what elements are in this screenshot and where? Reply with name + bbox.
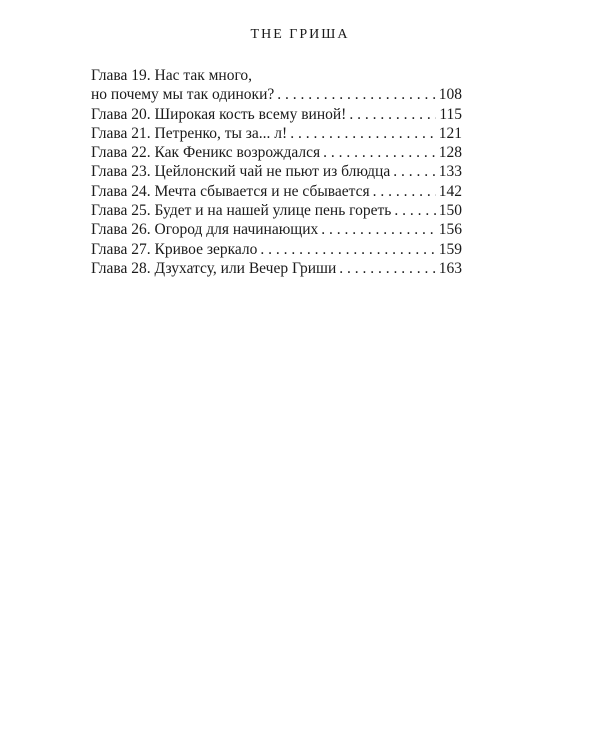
toc-entry-title: Глава 26. Огород для начинающих — [91, 221, 319, 239]
toc-entry-page: 133 — [438, 163, 462, 181]
toc-entry-page: 150 — [438, 202, 462, 220]
toc-entry-title: Глава 21. Петренко, ты за... л! — [91, 124, 288, 142]
toc-entry-19-line-2 — [91, 85, 462, 104]
toc-entry-page: 115 — [439, 105, 462, 123]
toc-entry-page: 108 — [438, 86, 462, 104]
toc-entry — [91, 240, 462, 259]
toc-entry — [91, 124, 462, 143]
dot-leader — [349, 105, 436, 124]
dot-leader — [373, 182, 436, 201]
toc-entry-title: Глава 20. Широкая кость всему виной! — [91, 105, 347, 123]
dot-leader — [393, 162, 436, 181]
toc-entry-title: Глава 28. Дзухатсу, или Вечер Гриши — [91, 259, 337, 277]
toc-entry-page: 163 — [438, 259, 462, 277]
toc-entry — [91, 105, 462, 124]
table-of-contents — [91, 66, 462, 278]
dot-leader — [290, 124, 436, 143]
toc-entry-title: Глава 23. Цейлонский чай не пьют из блюдца — [91, 163, 391, 181]
toc-entry-title: Глава 25. Будет и на нашей улице пень гореть — [91, 202, 392, 220]
dot-leader — [277, 85, 435, 104]
toc-entry-page: 128 — [438, 144, 462, 162]
dot-leader — [323, 143, 436, 162]
dot-leader — [260, 240, 435, 259]
toc-entry-page: 159 — [438, 240, 462, 258]
toc-entry — [91, 162, 462, 181]
dot-leader — [339, 259, 436, 278]
toc-entry-page: 142 — [438, 182, 462, 200]
toc-entry-title: Глава 22. Как Феникс возрождался — [91, 144, 321, 162]
dot-leader — [321, 220, 435, 239]
toc-entry — [91, 259, 462, 278]
toc-entry — [91, 220, 462, 239]
toc-entry-page: 156 — [438, 221, 462, 239]
toc-entry-title: Глава 19. Нас так много, — [91, 67, 253, 84]
toc-entry — [91, 201, 462, 220]
running-head: THE ГРИША — [250, 27, 350, 42]
toc-entry-19-line-1 — [91, 66, 462, 85]
dot-leader — [394, 201, 435, 220]
toc-entry-title: Глава 24. Мечта сбывается и не сбывается — [91, 182, 370, 200]
toc-entry-title: Глава 27. Кривое зеркало — [91, 240, 258, 258]
toc-entry-page: 121 — [438, 124, 462, 142]
toc-entry — [91, 143, 462, 162]
toc-entry — [91, 182, 462, 201]
toc-entry-title: но почему мы так одиноки? — [91, 86, 275, 104]
